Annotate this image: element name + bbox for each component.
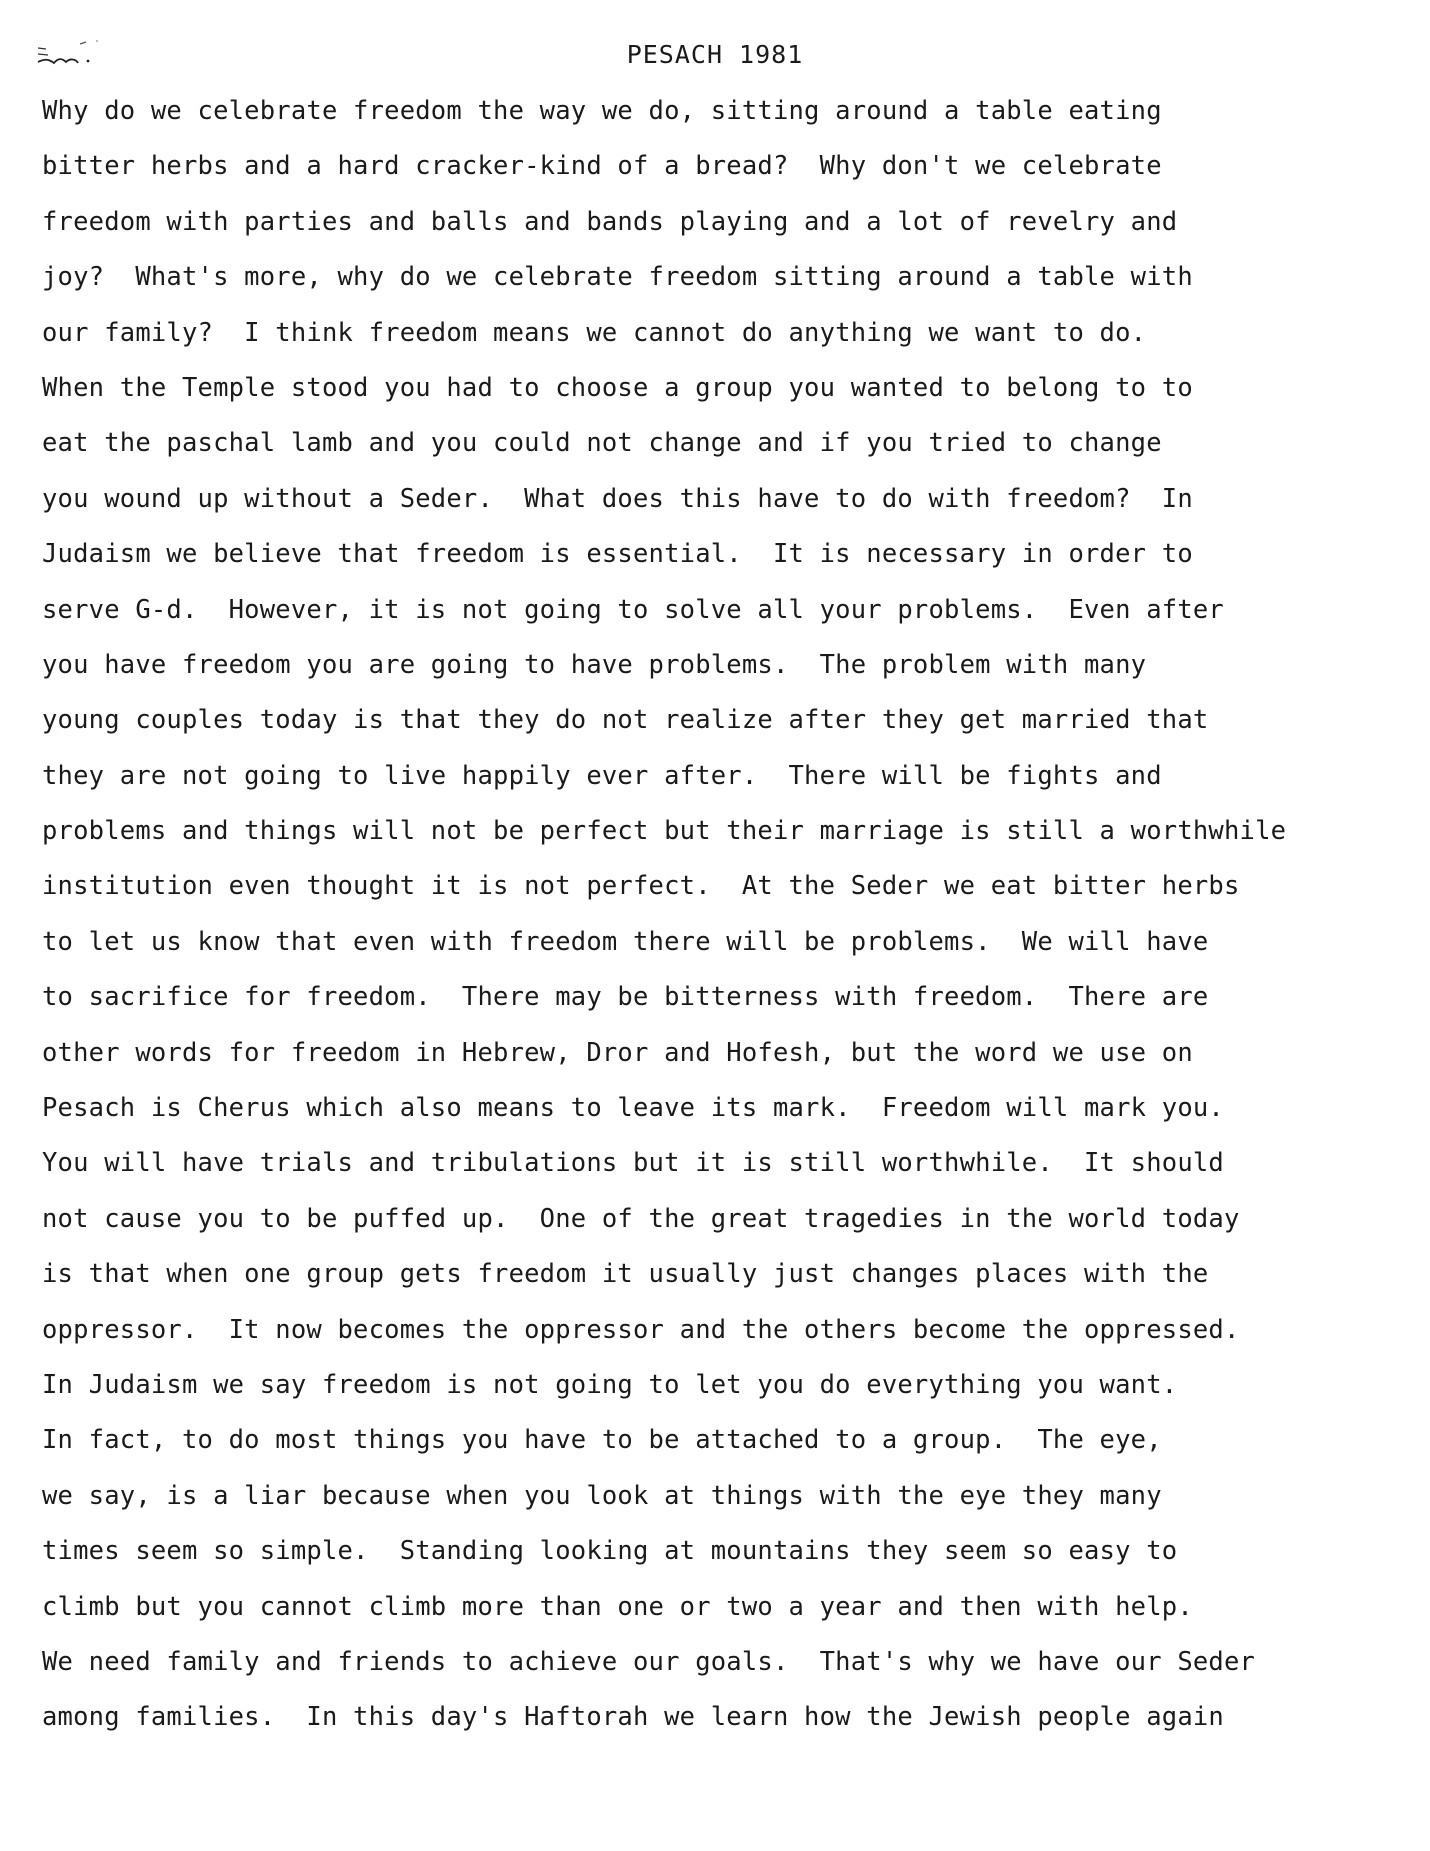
text-line: In fact, to do most things you have to be attached to a group. The eye,: [42, 1425, 1162, 1456]
text-line: joy? What's more, why do we celebrate freedom sitting around a table with: [42, 262, 1193, 293]
text-line: We need family and friends to achieve our goals. That's why we have our Seder: [42, 1646, 1256, 1677]
text-line: to let us know that even with freedom there will be problems. We will have: [42, 926, 1209, 957]
text-line: times seem so simple. Standing looking at mountains they seem so easy to: [42, 1536, 1178, 1567]
text-line: serve G-d. However, it is not going to solve all your problems. Even after: [42, 594, 1224, 625]
text-line: they are not going to live happily ever after. There will be fights and: [42, 760, 1162, 791]
text-line: institution even thought it is not perfect. At the Seder we eat bitter herbs: [42, 871, 1240, 902]
text-line: freedom with parties and balls and bands playing and a lot of revelry and: [42, 206, 1178, 237]
text-line: other words for freedom in Hebrew, Dror and Hofesh, but the word we use on: [42, 1037, 1193, 1068]
text-line: you have freedom you are going to have problems. The problem with many: [42, 649, 1147, 680]
text-line: Judaism we believe that freedom is essential. It is necessary in order to: [42, 539, 1193, 570]
text-line: In Judaism we say freedom is not going to let you do everything you want.: [42, 1369, 1178, 1400]
text-line: climb but you cannot climb more than one or two a year and then with help.: [42, 1591, 1193, 1622]
document-body: [42, 91, 1412, 1753]
text-line: When the Temple stood you had to choose a group you wanted to belong to to: [42, 372, 1193, 403]
text-line: we say, is a liar because when you look at things with the eye they many: [42, 1480, 1162, 1511]
text-line: among families. In this day's Haftorah we learn how the Jewish people again: [42, 1702, 1224, 1733]
text-line: eat the paschal lamb and you could not change and if you tried to change: [42, 428, 1162, 459]
text-line: oppressor. It now becomes the oppressor and the others become the oppressed.: [42, 1314, 1240, 1345]
text-line: bitter herbs and a hard cracker-kind of a bread? Why don't we celebrate: [42, 151, 1162, 182]
text-line: You will have trials and tribulations but it is still worthwhile. It should: [42, 1148, 1224, 1179]
text-line: not cause you to be puffed up. One of the great tragedies in the world today: [42, 1203, 1240, 1234]
document-title: PESACH 1981: [626, 40, 804, 69]
text-line: problems and things will not be perfect but their marriage is still a worthwhile: [42, 816, 1287, 847]
text-line: young couples today is that they do not realize after they get married that: [42, 705, 1209, 736]
text-line: to sacrifice for freedom. There may be bitterness with freedom. There are: [42, 982, 1209, 1013]
text-line: Why do we celebrate freedom the way we do, sitting around a table eating: [42, 96, 1162, 126]
text-line: is that when one group gets freedom it usually just changes places with the: [42, 1259, 1209, 1290]
text-line: you wound up without a Seder. What does this have to do with freedom? In: [42, 483, 1193, 514]
text-line: our family? I think freedom means we cannot do anything we want to do.: [42, 317, 1147, 348]
text-line: Pesach is Cherus which also means to leave its mark. Freedom will mark you.: [42, 1093, 1224, 1124]
